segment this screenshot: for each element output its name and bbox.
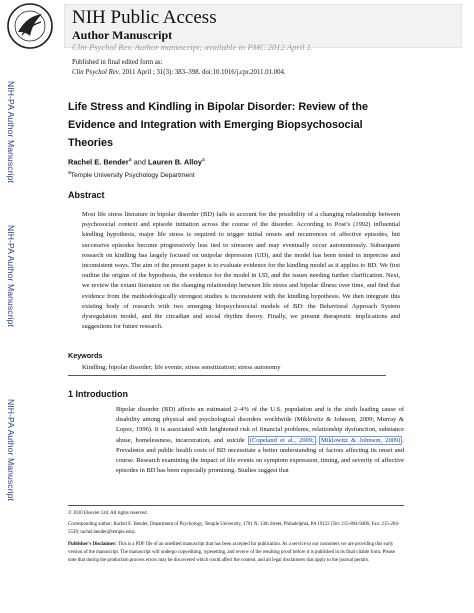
citation-link[interactable]: (Copeland et al., 2009; (249, 436, 314, 444)
header-title: NIH Public Access (72, 7, 217, 28)
author-name: Lauren B. Alloy (148, 157, 202, 167)
keywords-heading: Keywords (68, 351, 103, 360)
footnote-divider (68, 505, 404, 506)
journal-name: Clin Psychol Rev (72, 69, 119, 76)
citation-line (72, 68, 286, 77)
introduction-heading: 1 Introduction (68, 389, 128, 399)
citation-details[interactable]: . 2011 April ; 31(3): 383–398. doi:10.1016/j.cpr.2011.01.004. (118, 69, 286, 76)
header-subtitle: Author Manuscript (72, 28, 173, 42)
abstract-text: Most life stress literature in bipolar disorder (BD) fails to account for the possibility of a changing relationship between psychosocial context and episode initiation across the course of the disorder. According to Post’s (1992) influential kindling hypothesis, major life stress is required to trigger initial onsets and recurrences of affective episodes, but successive episodes become progressively less tied to stressors and may eventually occur autonomously. Subsequent research on kindling has largely focused on unipolar depression (UD), and the model has been tested in imprecise and inconsistent ways. The aim of the present paper is to evaluate evidence for the kindling model as it applies to BD. We first outline the origins of the hypothesis, the evidence for the model in UD, and the issues needing further clarification. Next, we review the extant literature on the changing relationship between life stress and bipolar illness over time, and find that evidence from the methodologically strongest studies is inconsistent with the kindling hypothesis. We then integrate this existing body of research with two emerging biopsychosocial models of BD: the Behavioral Approach System dysregulation model, and the circadian and social rhythm theory. Finally, we present therapeutic implications and suggestions for future research. (82, 211, 400, 331)
side-label-top: NIH-PA Author Manuscript (6, 80, 16, 184)
side-label-bottom: NIH-PA Author Manuscript (6, 398, 16, 502)
citation-link[interactable]: Miklowitz & Johnson, 2009) (321, 436, 401, 444)
introduction-text: Bipolar disorder (BD) affects an estimated 2–4% of the U.S. population and is the sixth leading cause of disability among physical and psychological disorders worldwide (Miklowitz & Johnson, 2009; Murray & Lopez, 1996). It is associated with heightened risk of financial problems, relationship dysfunction, substance abuse, homelessness, incarceration, and suicide (Copeland et al., 2009; Miklowitz & Johnson, 2009) . Prevalence and public health costs of BD necessitate a better understanding of factors affecting its onset and course. Research examining the impact of life events on symptom expression, timing, and severity of affective episodes in BD has been especially promising. Studies suggest that (116, 406, 405, 475)
author-name: Rachel E. Bender (68, 157, 129, 167)
article-title: Life Stress and Kindling in Bipolar Disorder: Review of the Evidence and Integration with Emerging Biopsychosocial Theories (68, 101, 368, 149)
publisher-disclaimer: Publisher's Disclaimer: This is a PDF file of an unedited manuscript that has been accepted for publication. As a service to our customers we are providing this early version of the manuscript. The manuscript will undergo copyediting, typesetting, and review of the resulting proof before it is published in its final citable form. Please note that during the production process errors may be discovered which could affect the content, and all legal disclaimers that apply to the journal pertain. (68, 541, 396, 564)
author-list: Rachel E. Bender$^a$ and Lauren B. Alloy$^a$ (68, 157, 205, 167)
affiliation: $^a$Temple University Psychology Department (68, 170, 195, 180)
availability-note: Clin Psychol Rev. Author manuscript; available in PMC 2012 April 1. (72, 42, 314, 52)
abstract-heading: Abstract (68, 190, 105, 200)
footnotes (68, 510, 404, 568)
side-label-middle: NIH-PA Author Manuscript (6, 224, 16, 328)
copyright-notice: © 2010 Elsevier Ltd. All rights reserved. (68, 511, 148, 516)
divider (68, 375, 386, 376)
keywords-text: Kindling; bipolar disorder; life events; stress sensitization; stress autonomy (82, 364, 281, 371)
corresponding-author: Corresponding author: Rachel E. Bender, Department of Psychology, Temple University, 1701 N. 13th Street, Philadelphia, PA 19122 (Tel: 215-804-9406; Fax: 215-204-5539; rachel.bender@temple.edu). (68, 522, 400, 536)
nih-hhs-logo-icon (6, 2, 54, 50)
published-note: Published in final edited form as: (72, 59, 163, 66)
